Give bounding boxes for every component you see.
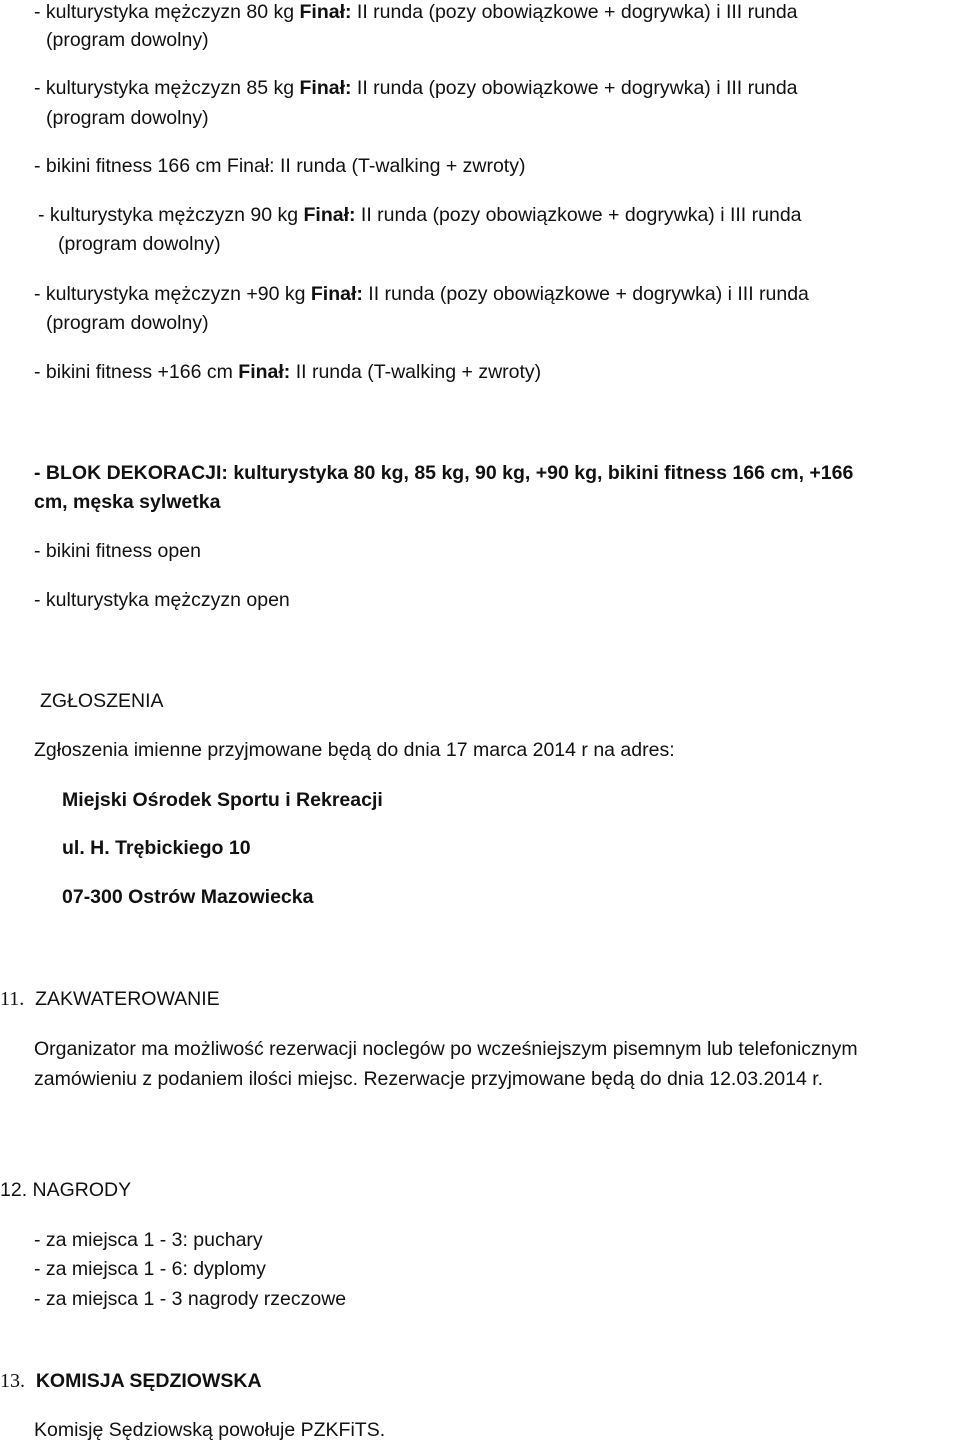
zgloszenia-text: Zgłoszenia imienne przyjmowane będą do dnia 17 marca 2014 r na adres:: [34, 739, 675, 761]
prize-item: - za miejsca 1 - 3 nagrody rzeczowe: [34, 1288, 347, 1310]
event-rounds: II runda (T-walking + zwroty): [290, 361, 542, 383]
final-label: Finał:: [299, 1, 352, 23]
event-line: [34, 360, 541, 384]
final-label: Finał:: [226, 155, 275, 177]
section-heading: [0, 1178, 131, 1202]
event-line-continuation: (program dowolny): [46, 107, 209, 129]
event-line-continuation: (program dowolny): [46, 312, 209, 334]
event-line-continuation: (program dowolny): [58, 233, 221, 255]
event-line: [38, 203, 802, 227]
event-rounds: II runda (pozy obowiązkowe + dogrywka) i III runda: [362, 283, 809, 305]
decoration-block-line: cm, męska sylwetka: [34, 491, 221, 513]
event-rounds: II runda (pozy obowiązkowe + dogrywka) i III runda: [351, 1, 798, 23]
paragraph-line: Organizator ma możliwość rezerwacji noclegów po wcześniejszym pisemnym lub telefonicznym: [34, 1038, 858, 1060]
final-label: Finał:: [310, 283, 363, 305]
event-category: - kulturystyka mężczyzn 80 kg: [34, 1, 300, 23]
event-category: - kulturystyka mężczyzn 85 kg: [34, 77, 300, 99]
address-line: 07-300 Ostrów Mazowiecka: [62, 886, 314, 908]
section-title: NAGRODY: [32, 1179, 132, 1201]
paragraph-line: zamówieniu z podaniem ilości miejsc. Rezerwacje przyjmowane będą do dnia 12.03.2014 r.: [34, 1068, 824, 1090]
final-label: Finał:: [303, 204, 356, 226]
decoration-block-line: - BLOK DEKORACJI: kulturystyka 80 kg, 85 kg, 90 kg, +90 kg, bikini fitness 166 cm, +166: [34, 462, 854, 484]
section-number: 11.: [0, 988, 25, 1010]
section-heading: [0, 987, 220, 1011]
address-line: ul. H. Trębickiego 10: [62, 837, 251, 859]
section-title: KOMISJA SĘDZIOWSKA: [35, 1370, 262, 1392]
section-number: 12.: [0, 1179, 28, 1201]
final-label: Finał:: [238, 361, 291, 383]
section-title: ZAKWATEROWANIE: [35, 988, 220, 1010]
event-line: [34, 282, 809, 306]
open-category-item: - bikini fitness open: [34, 540, 201, 562]
event-category: - kulturystyka mężczyzn +90 kg: [34, 283, 311, 305]
paragraph-line: Komisję Sędziowską powołuje PZKFiTS.: [34, 1419, 386, 1441]
section-number: 13.: [0, 1370, 25, 1392]
zgloszenia-heading: ZGŁOSZENIA: [40, 690, 164, 712]
address-line: Miejski Ośrodek Sportu i Rekreacji: [62, 789, 383, 811]
section-heading: [0, 1369, 262, 1393]
open-category-item: - kulturystyka mężczyzn open: [34, 589, 290, 611]
event-line: [34, 76, 798, 100]
prize-item: - za miejsca 1 - 3: puchary: [34, 1229, 263, 1251]
event-category: - bikini fitness 166 cm: [34, 155, 227, 177]
event-line: [34, 154, 525, 178]
event-rounds: II runda (T-walking + zwroty): [274, 155, 526, 177]
event-category: - bikini fitness +166 cm: [34, 361, 239, 383]
prize-item: - za miejsca 1 - 6: dyplomy: [34, 1258, 266, 1280]
event-line: [34, 0, 798, 24]
event-rounds: II runda (pozy obowiązkowe + dogrywka) i III runda: [355, 204, 802, 226]
event-line-continuation: (program dowolny): [46, 29, 209, 51]
event-rounds: II runda (pozy obowiązkowe + dogrywka) i III runda: [351, 77, 798, 99]
final-label: Finał:: [299, 77, 352, 99]
event-category: - kulturystyka mężczyzn 90 kg: [38, 204, 304, 226]
